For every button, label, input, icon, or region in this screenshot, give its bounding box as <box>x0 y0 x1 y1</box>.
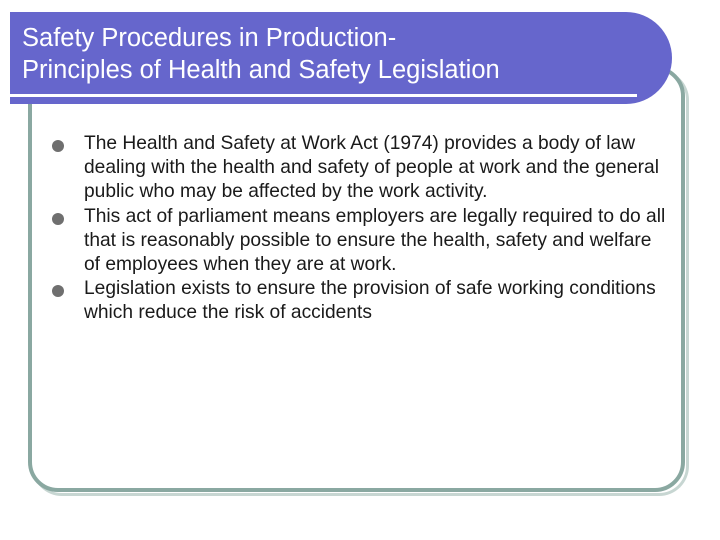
bullet-dot-icon <box>52 213 64 225</box>
bullet-dot-icon <box>52 285 64 297</box>
bullet-item <box>52 205 672 278</box>
bullet-item <box>52 132 672 205</box>
slide-title-line-1: Safety Procedures in Production- <box>22 24 397 52</box>
bullet-item <box>52 277 672 325</box>
bullet-text: The Health and Safety at Work Act (1974) provides a body of law dealing with the health and safety of people at work and the general public who may be affected by the work activity. <box>84 133 659 203</box>
bullet-list <box>52 132 672 326</box>
slide-title-line-2: Principles of Health and Safety Legislation <box>22 56 500 84</box>
bullet-text: This act of parliament means employers are legally required to do all that is reasonably possible to ensure the health, safety and welfare of employees when they are at work. <box>84 205 666 276</box>
slide-title <box>22 22 642 86</box>
bullet-text: Legislation exists to ensure the provision of safe working conditions which reduce the risk of accidents <box>84 278 656 324</box>
title-underline <box>10 94 637 97</box>
bullet-dot-icon <box>52 140 64 152</box>
